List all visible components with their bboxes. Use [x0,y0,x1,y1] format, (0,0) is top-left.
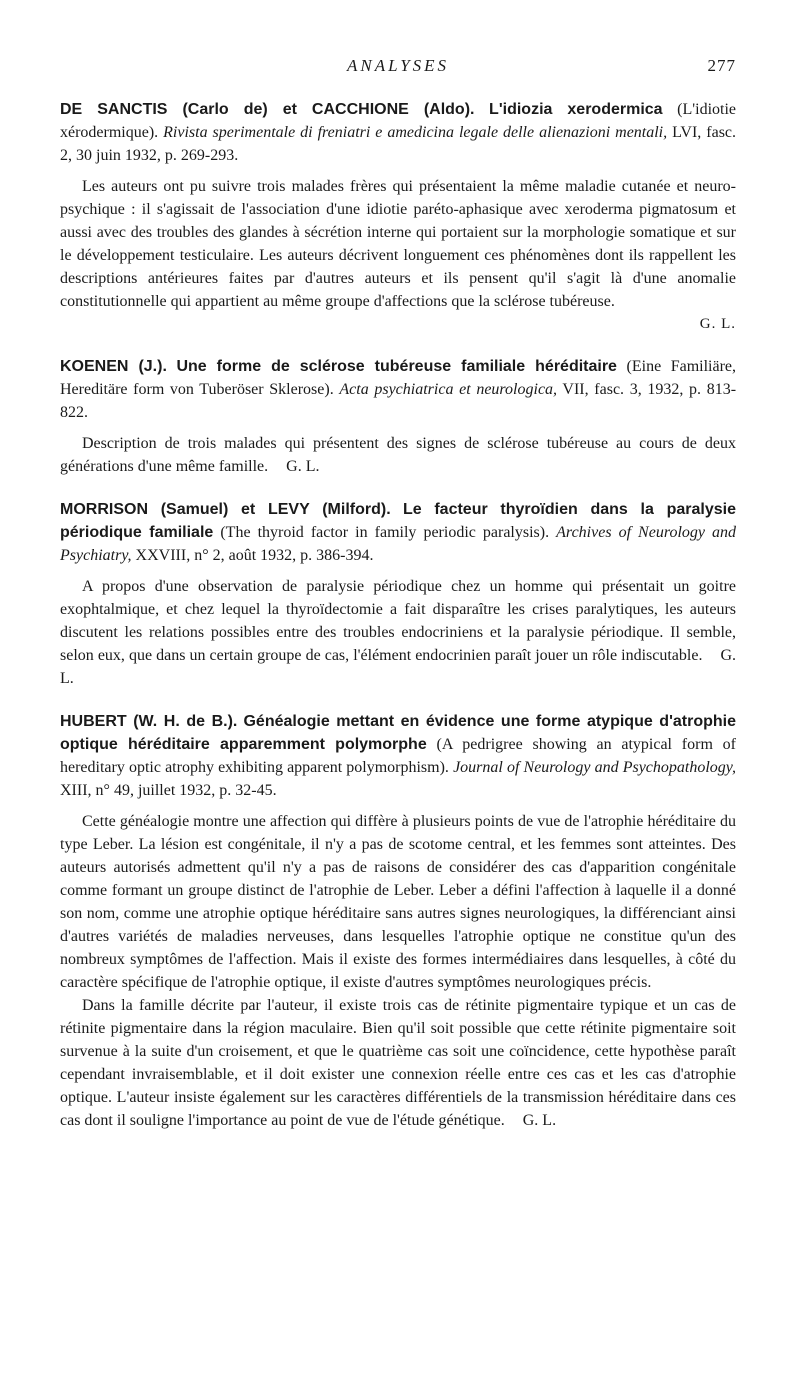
entry-abstract [60,994,736,1132]
entry-authors: HUBERT (W. H. de B.). [60,713,238,730]
entry-signature: G. L. [60,647,736,687]
entry-abstract-text: Dans la famille décrite par l'auteur, il existe trois cas de rétinite pigmentaire typique et un cas de rétinite pigmentaire dans la région maculaire. Bien qu'il soit possible que cette rétinite pigmentaire soit survenue à la suite d'un croisement, et que le quatrième cas soit une coïncidence, cette hypothèse paraît cependant invraisemblable, et il doit exister une connexion réelle entre ces cas et les cas d'atrophie optique. L'auteur insiste également sur les caractères différentiels de la transmission héréditaire dans ces cas dont il souligne l'importance au point de vue de l'étude génétique. [60,997,736,1129]
entry-title: Généalogie mettant en évidence une forme atypique d'atrophie optique héréditaire apparemment polymorphe [60,713,737,753]
entry-signature: G. L. [699,316,736,332]
entry-title: L'idiozia xerodermica [489,101,663,118]
review-entry [60,710,736,1132]
entry-details: XIII, n° 49, juillet 1932, p. 32-45. [60,782,277,799]
review-entry [60,355,736,478]
entry-authors: DE SANCTIS (Carlo de) et CACCHIONE (Aldo). [60,101,475,118]
citation [60,710,736,802]
entry-translation: (L'idiotie xérodermique). [60,101,737,141]
citation [60,355,736,424]
entry-signature: G. L. [522,1112,557,1129]
citation [60,98,736,167]
entry-title: Le facteur thyroïdien dans la paralysie périodique familiale [60,501,737,541]
entry-abstract [60,575,736,690]
entry-translation: (The thyroid factor in family periodic paralysis). [220,524,550,541]
entry-signature: G. L. [286,458,320,475]
entry-title: Une forme de sclérose tubéreuse familiale héréditaire [176,358,617,375]
entry-abstract [60,432,736,478]
review-entry [60,498,736,690]
entry-abstract: Cette généalogie montre une affection qui diffère à plusieurs points de vue de l'atrophie héréditaire du type Leber. La lésion est congénitale, il n'y a pas de scotome central, et les femmes sont atteintes. Des auteurs autorisés admettent qu'il n'y a pas de raisons de considérer des cas d'apparition congénitale comme formant un groupe distinct de l'atrophie de Leber. Leber a défini l'affection à laquelle il a donné son nom, comme une atrophie optique héréditaire sans autres signes neurologiques, la différenciant ainsi d'autres variétés de maladies nerveuses, dans lesquelles l'atrophie optique ne constitue qu'un des nombreux symptômes de l'affection. Mais il existe des formes intermédiaires dans lesquelles, à côté du caractère spécifique de l'atrophie optique, il existe d'autres symptômes neurologiques précis. [60,813,736,991]
entry-journal: Journal of Neurology and Psychopathology, [453,759,737,776]
entry-authors: MORRISON (Samuel) et LEVY (Milford). [60,501,391,518]
page-number: 277 [707,56,736,75]
entry-journal: Acta psychiatrica et neurologica, [339,381,558,398]
entry-details: LVI, fasc. 2, 30 juin 1932, p. 269-293. [60,124,737,164]
review-entry [60,98,736,335]
citation [60,498,736,567]
entry-translation: (A pedrigree showing an atypical form of hereditary optic atrophy exhibiting apparent polymorphism). [60,736,736,776]
entry-authors: KOENEN (J.). [60,358,167,375]
entry-translation: (Eine Familiäre, Hereditäre form von Tuberöser Sklerose). [60,358,737,398]
entry-abstract: Les auteurs ont pu suivre trois malades frères qui présentaient la même maladie cutanée et neuro-psychique : il s'agissait de l'association d'une idiotie paréto-aphasique avec xeroderma pigmatosum et aussi avec des troubles des glandes à sécrétion interne qui portaient sur la morphologie somatique et sur le développement testiculaire. Les auteurs décrivent longuement ces phénomènes dont ils rappellent les descriptions antérieures faites par d'autres auteurs et ils pensent qu'il s'agit là d'une anomalie constitutionnelle qui appartient au même groupe d'affections que la sclérose tubéreuse. [60,178,736,310]
entry-abstract-text: A propos d'une observation de paralysie périodique chez un homme qui présentait un goitre exophtalmique, et chez lequel la thyroïdectomie a fait disparaître les crises paralytiques, les auteurs discutent les relations possibles entre des troubles endocriniens et la paralysie périodique. Il semble, selon eux, que dans un certain groupe de cas, l'élément endocrinien paraît jouer un rôle indiscutable. [60,578,736,664]
entry-abstract-text: Description de trois malades qui présentent des signes de sclérose tubéreuse au cours de deux générations d'une même famille. [60,435,736,475]
entry-details: XXVIII, n° 2, août 1932, p. 386-394. [135,547,374,564]
entry-details: VII, fasc. 3, 1932, p. 813-822. [60,381,737,421]
entry-journal: Archives of Neurology and Psychiatry, [60,524,737,564]
section-title: ANALYSES [346,56,450,75]
entry-journal: Rivista sperimentale di freniatri e amedicina legale delle alienazioni mentali, [163,124,668,141]
running-header [60,56,736,78]
